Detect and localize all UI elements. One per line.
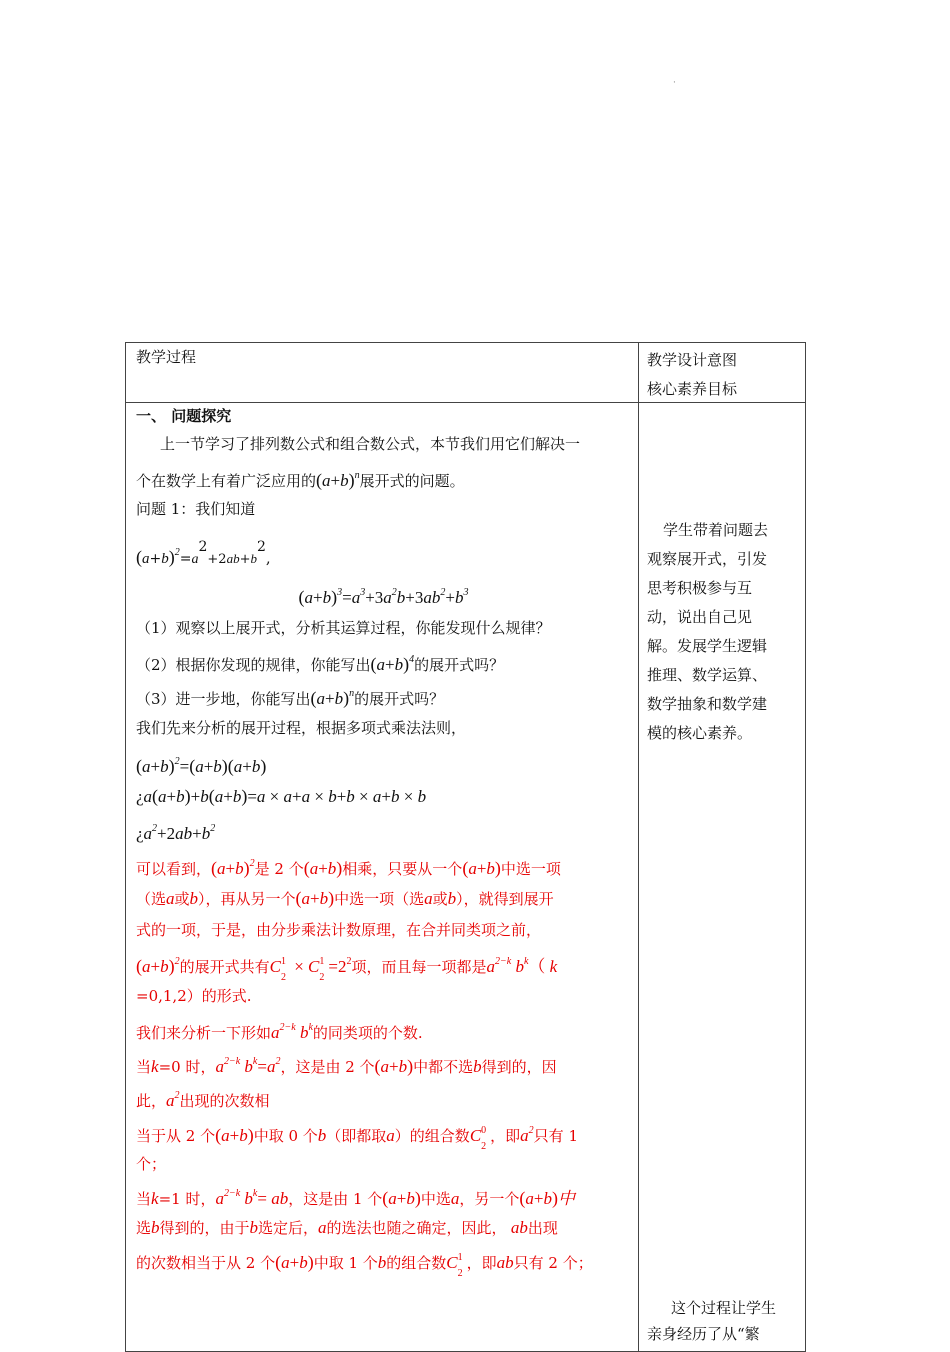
expansion-step-2: ¿a(a+b)+b(a+b)=a × a+a × b+b × a+b × b	[136, 786, 427, 806]
red-line-13: 的次数相当于从 2 个(a+b)中取 1 个b的组合数C 1 2 ，即ab只有 2 个；	[136, 1252, 593, 1279]
equation-square: $(a+b)^2=a2+2ab+b2$,	[136, 539, 271, 567]
red-line-11: 当k=1 时，$a^{2-k}$ $b^k=$ ab，这是由 1 个(a+b)中选a，另一个(a+b)中	[136, 1188, 575, 1208]
red-text: 可以看到，	[136, 860, 212, 878]
red-text: 相乘，只要从一个	[342, 860, 463, 878]
equation-cube: $(a+b)^3=a^3+3a^2b+3ab^2+b^3$	[298, 587, 469, 607]
header-design-intent	[647, 346, 737, 404]
question-part-3: （3）进一步地，你能写出$(a+b)^n$的展开式吗？	[136, 688, 445, 708]
red-text: 中选	[420, 1190, 451, 1208]
red-text: 中	[558, 1189, 575, 1208]
red-text: 的展开式共有	[179, 958, 270, 976]
note-line: 亲身经历了从“繁	[647, 1325, 760, 1343]
red-text: 或	[174, 890, 190, 908]
section-title: 一、 问题探究	[136, 407, 232, 425]
analysis-intro: 我们先来分析的展开过程，根据多项式乘法法则，	[136, 719, 467, 737]
red-line-6: 我们来分析一下形如$a^{2-k}$ $b^k$的同类项的个数.	[136, 1022, 423, 1042]
red-text: 或	[432, 890, 448, 908]
note-line: 数学抽象和数学建	[647, 695, 768, 713]
red-text: 只有 1	[533, 1127, 578, 1145]
question-1-label: 问题 1：我们知道	[136, 500, 256, 518]
red-text: 出现	[527, 1219, 558, 1237]
red-text: 选	[136, 1219, 152, 1237]
expansion-step-1: $(a+b)^2=(a+b)(a+b)$	[136, 756, 267, 776]
red-text: 中选一项（选	[334, 890, 425, 908]
red-text: 项，而且每一项都是	[351, 958, 487, 976]
red-text: =0 时，	[158, 1058, 216, 1076]
red-text: 当	[136, 1058, 152, 1076]
red-line-7: 当k=0 时，$a^{2-k}$ $b^k=a^2$，这是由 2 个(a+b)中都不选b得到的，因	[136, 1056, 557, 1076]
red-text: 中选一项	[500, 860, 561, 878]
red-text: ，即	[466, 1254, 497, 1272]
red-line-12: 选b得到的，由于b选定后，a的选法也随之确定，因此， ab出现	[136, 1218, 558, 1237]
red-text: 我们来分析一下形如	[136, 1024, 272, 1042]
red-text: 得到的，因	[481, 1058, 557, 1076]
note-line: 解。发展学生逻辑	[647, 637, 768, 655]
red-text: ），就得到展开	[456, 890, 554, 908]
red-text: 选定后，	[258, 1219, 319, 1237]
red-text: 出现的次数相	[179, 1092, 270, 1110]
question-part-2-text-b: 的展开式吗？	[414, 656, 505, 674]
note-line: 学生带着问题去	[663, 521, 769, 539]
red-text: ，这是由 2 个	[280, 1058, 375, 1076]
red-text: 的次数相当于从 2 个	[136, 1254, 276, 1272]
red-line-8: 此，$a^2$出现的次数相	[136, 1090, 270, 1110]
question-part-3-text-b: 的展开式吗？	[354, 690, 445, 708]
red-text: ，这是由 1 个	[288, 1190, 383, 1208]
expansion-step-3: ¿$a^2+2ab+b^2$	[136, 823, 216, 843]
red-line-3: 式的一项，于是，由分步乘法计数原理，在合并同类项之前，	[136, 921, 542, 939]
red-text: ，即	[490, 1127, 521, 1145]
red-text: 中取 0 个	[253, 1127, 318, 1145]
red-line-10: 个；	[136, 1155, 167, 1173]
red-text: 当	[136, 1190, 152, 1208]
note-line: 这个过程让学生	[671, 1299, 777, 1317]
red-text: 得到的，由于	[159, 1219, 250, 1237]
red-text: （即都取	[326, 1127, 387, 1145]
red-line-9: 当于从 2 个(a+b)中取 0 个b（即都取a）的组合数C 0 2 ，即$a^2$只有 1	[136, 1125, 578, 1152]
red-text: 此，	[136, 1092, 167, 1110]
note-line: 模的核心素养。	[647, 724, 753, 742]
page-dot: ·	[673, 78, 676, 88]
red-text: （选	[136, 890, 167, 908]
red-text: 中取 1 个	[313, 1254, 378, 1272]
note-line: 观察展开式，引发	[647, 550, 768, 568]
question-part-3-text-a: （3）进一步地，你能写出	[136, 690, 311, 708]
lesson-table	[125, 342, 806, 1352]
question-part-2-text-a: （2）根据你发现的规律，你能写出	[136, 656, 371, 674]
red-text: 中都不选	[413, 1058, 474, 1076]
red-text: ，另一个	[459, 1190, 520, 1208]
intro-text-a: 个在数学上有着广泛应用的	[136, 472, 317, 490]
red-line-4: $(a+b)^2$的展开式共有C 1 2 × C 1 2 $=2^2$项，而且每一项都是$a^{2-k}$ $b^k$（ k	[136, 956, 558, 983]
red-text: 的选法也随之确定，因此，	[326, 1219, 507, 1237]
intro-text-b: 展开式的问题。	[359, 472, 465, 490]
header-teaching-process: 教学过程	[136, 348, 197, 366]
red-line-5: =0,1,2）的形式.	[136, 987, 252, 1005]
note-line: 思考积极参与互	[647, 579, 753, 597]
red-text: 的组合数	[386, 1254, 447, 1272]
red-line-1: 可以看到，$(a+b)^2$是 2 个(a+b)相乘，只要从一个(a+b)中选一项	[136, 858, 561, 878]
question-part-1: （1）观察以上展开式，分析其运算过程，你能发现什么规律？	[136, 619, 551, 637]
red-text: 是 2 个	[254, 860, 304, 878]
note-line: 推理、数学运算、	[647, 666, 768, 684]
red-text: =1 时，	[158, 1190, 216, 1208]
design-intent-note-1	[647, 516, 797, 748]
red-text: 当于从 2 个	[136, 1127, 216, 1145]
red-text: 的同类项的个数.	[312, 1024, 423, 1042]
question-part-2: （2）根据你发现的规律，你能写出$(a+b)^4$的展开式吗？	[136, 654, 505, 674]
column-divider	[638, 343, 639, 1351]
header-design-intent-line2: 核心素养目标	[647, 380, 738, 398]
red-line-2: （选a或b），再从另一个(a+b)中选一项（选a或b），就得到展开	[136, 888, 554, 908]
intro-line-1: 上一节学习了排列数公式和组合数公式，本节我们用它们解决一	[160, 435, 581, 453]
intro-line-2: 个在数学上有着广泛应用的$(a+b)^n$展开式的问题。	[136, 470, 465, 490]
red-text: ），再从另一个	[198, 890, 296, 908]
header-design-intent-line1: 教学设计意图	[647, 351, 738, 369]
red-text: ）的组合数	[394, 1127, 470, 1145]
note-line: 动，说出自己见	[647, 608, 753, 626]
red-text: 只有 2 个；	[513, 1254, 593, 1272]
design-intent-note-2	[647, 1295, 797, 1347]
